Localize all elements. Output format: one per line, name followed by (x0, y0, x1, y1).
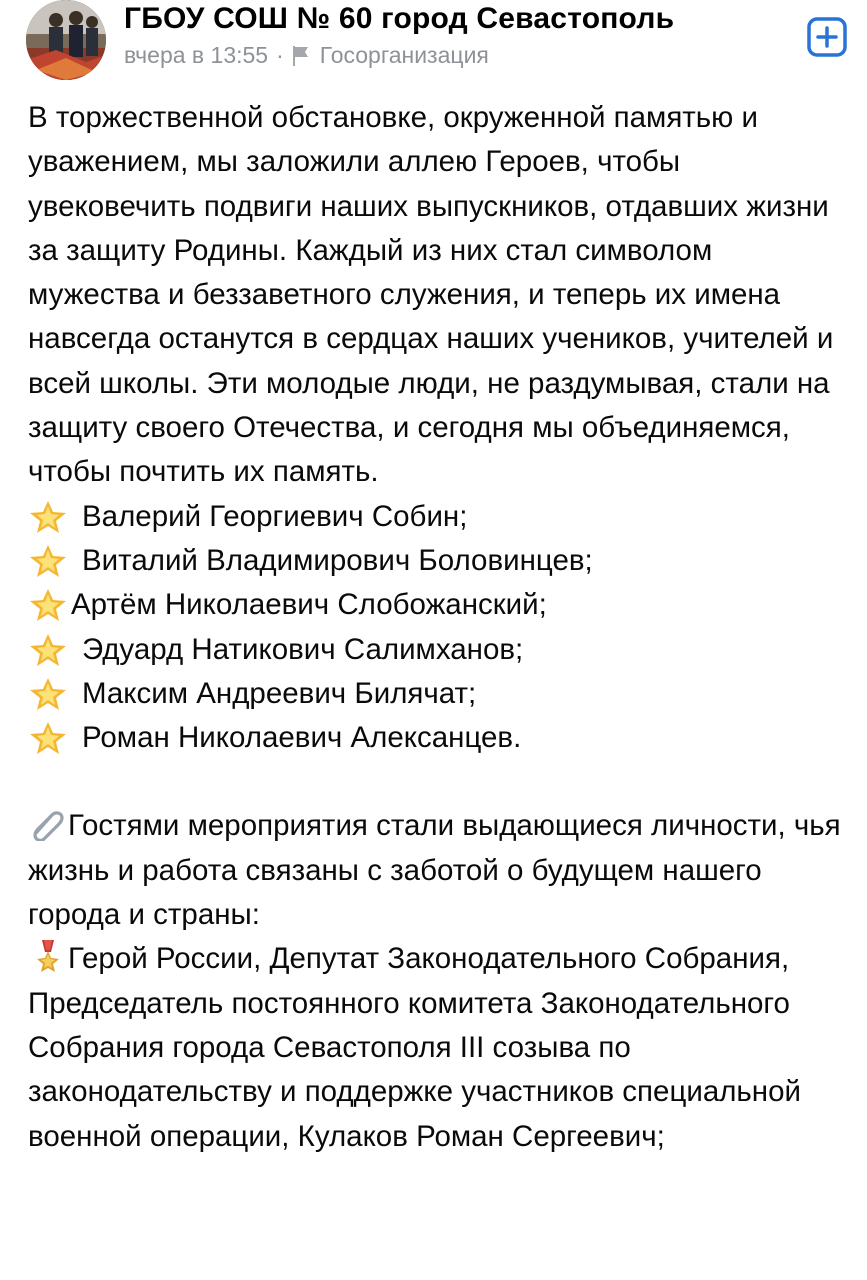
glowing-star-icon (28, 720, 68, 756)
guests-intro (28, 804, 848, 937)
post-intro: В торжественной обстановке, окруженной памятью и уважением, мы заложили аллею Героев, чтобы увековечить подвиги наших выпускников, отдавших жизни за защиту Родины. Каждый из них стал символом мужества и беззаветного служения, и теперь их имена навсегда останутся в сердцах наших учеников, учителей и всей школы. Эти молодые люди, не раздумывая, стали на защиту своего Отечества, и сегодня мы объединяемся, чтобы почтить их память. (28, 101, 834, 489)
post-meta (124, 42, 489, 69)
hero-item (28, 672, 848, 716)
hero-name: Эдуард Натикович Салимханов; (82, 632, 524, 666)
paragraph-gap (28, 760, 848, 804)
glowing-star-icon (28, 499, 68, 535)
hero-name: Артём Николаевич Слобожанский; (71, 588, 547, 622)
hero-name: Роман Николаевич Алексанцев. (82, 721, 522, 755)
page-title[interactable]: ГБОУ СОШ № 60 город Севастополь (124, 2, 675, 35)
hero-item (28, 539, 848, 583)
flag-icon (292, 45, 310, 67)
guest-text: Герой России, Депутат Законодательного Собрания, Председатель постоянного комитета Законодательного Собрания города Севастополя III созыва по законодательству и поддержке участников специальной военной операции, Кулаков Роман Сергеевич; (28, 942, 801, 1153)
hero-name: Максим Андреевич Билячат; (82, 676, 477, 710)
post-time[interactable]: вчера в 13:55 (124, 42, 269, 68)
guest-item (28, 937, 848, 1158)
meta-separator: · (276, 42, 284, 68)
hero-name: Валерий Георгиевич Собин; (82, 499, 468, 533)
hero-item (28, 628, 848, 672)
medal-icon (28, 940, 68, 974)
add-square-icon[interactable] (806, 16, 848, 58)
glowing-star-icon (28, 543, 68, 579)
org-type: Госорганизация (319, 42, 489, 68)
hero-name: Виталий Владимирович Боловинцев; (82, 543, 593, 577)
glowing-star-icon (28, 587, 68, 623)
glowing-star-icon (28, 676, 68, 712)
avatar[interactable] (26, 0, 106, 80)
post-body (28, 96, 848, 1159)
post-header (0, 0, 867, 90)
avatar-photo-icon (26, 0, 106, 80)
hero-item (28, 583, 848, 627)
hero-item (28, 495, 848, 539)
paperclip-icon (28, 807, 68, 841)
glowing-star-icon (28, 632, 68, 668)
hero-item (28, 716, 848, 760)
guests-intro-text: Гостями мероприятия стали выдающиеся личности, чья жизнь и работа связаны с заботой о будущем нашего города и страны: (28, 809, 841, 932)
